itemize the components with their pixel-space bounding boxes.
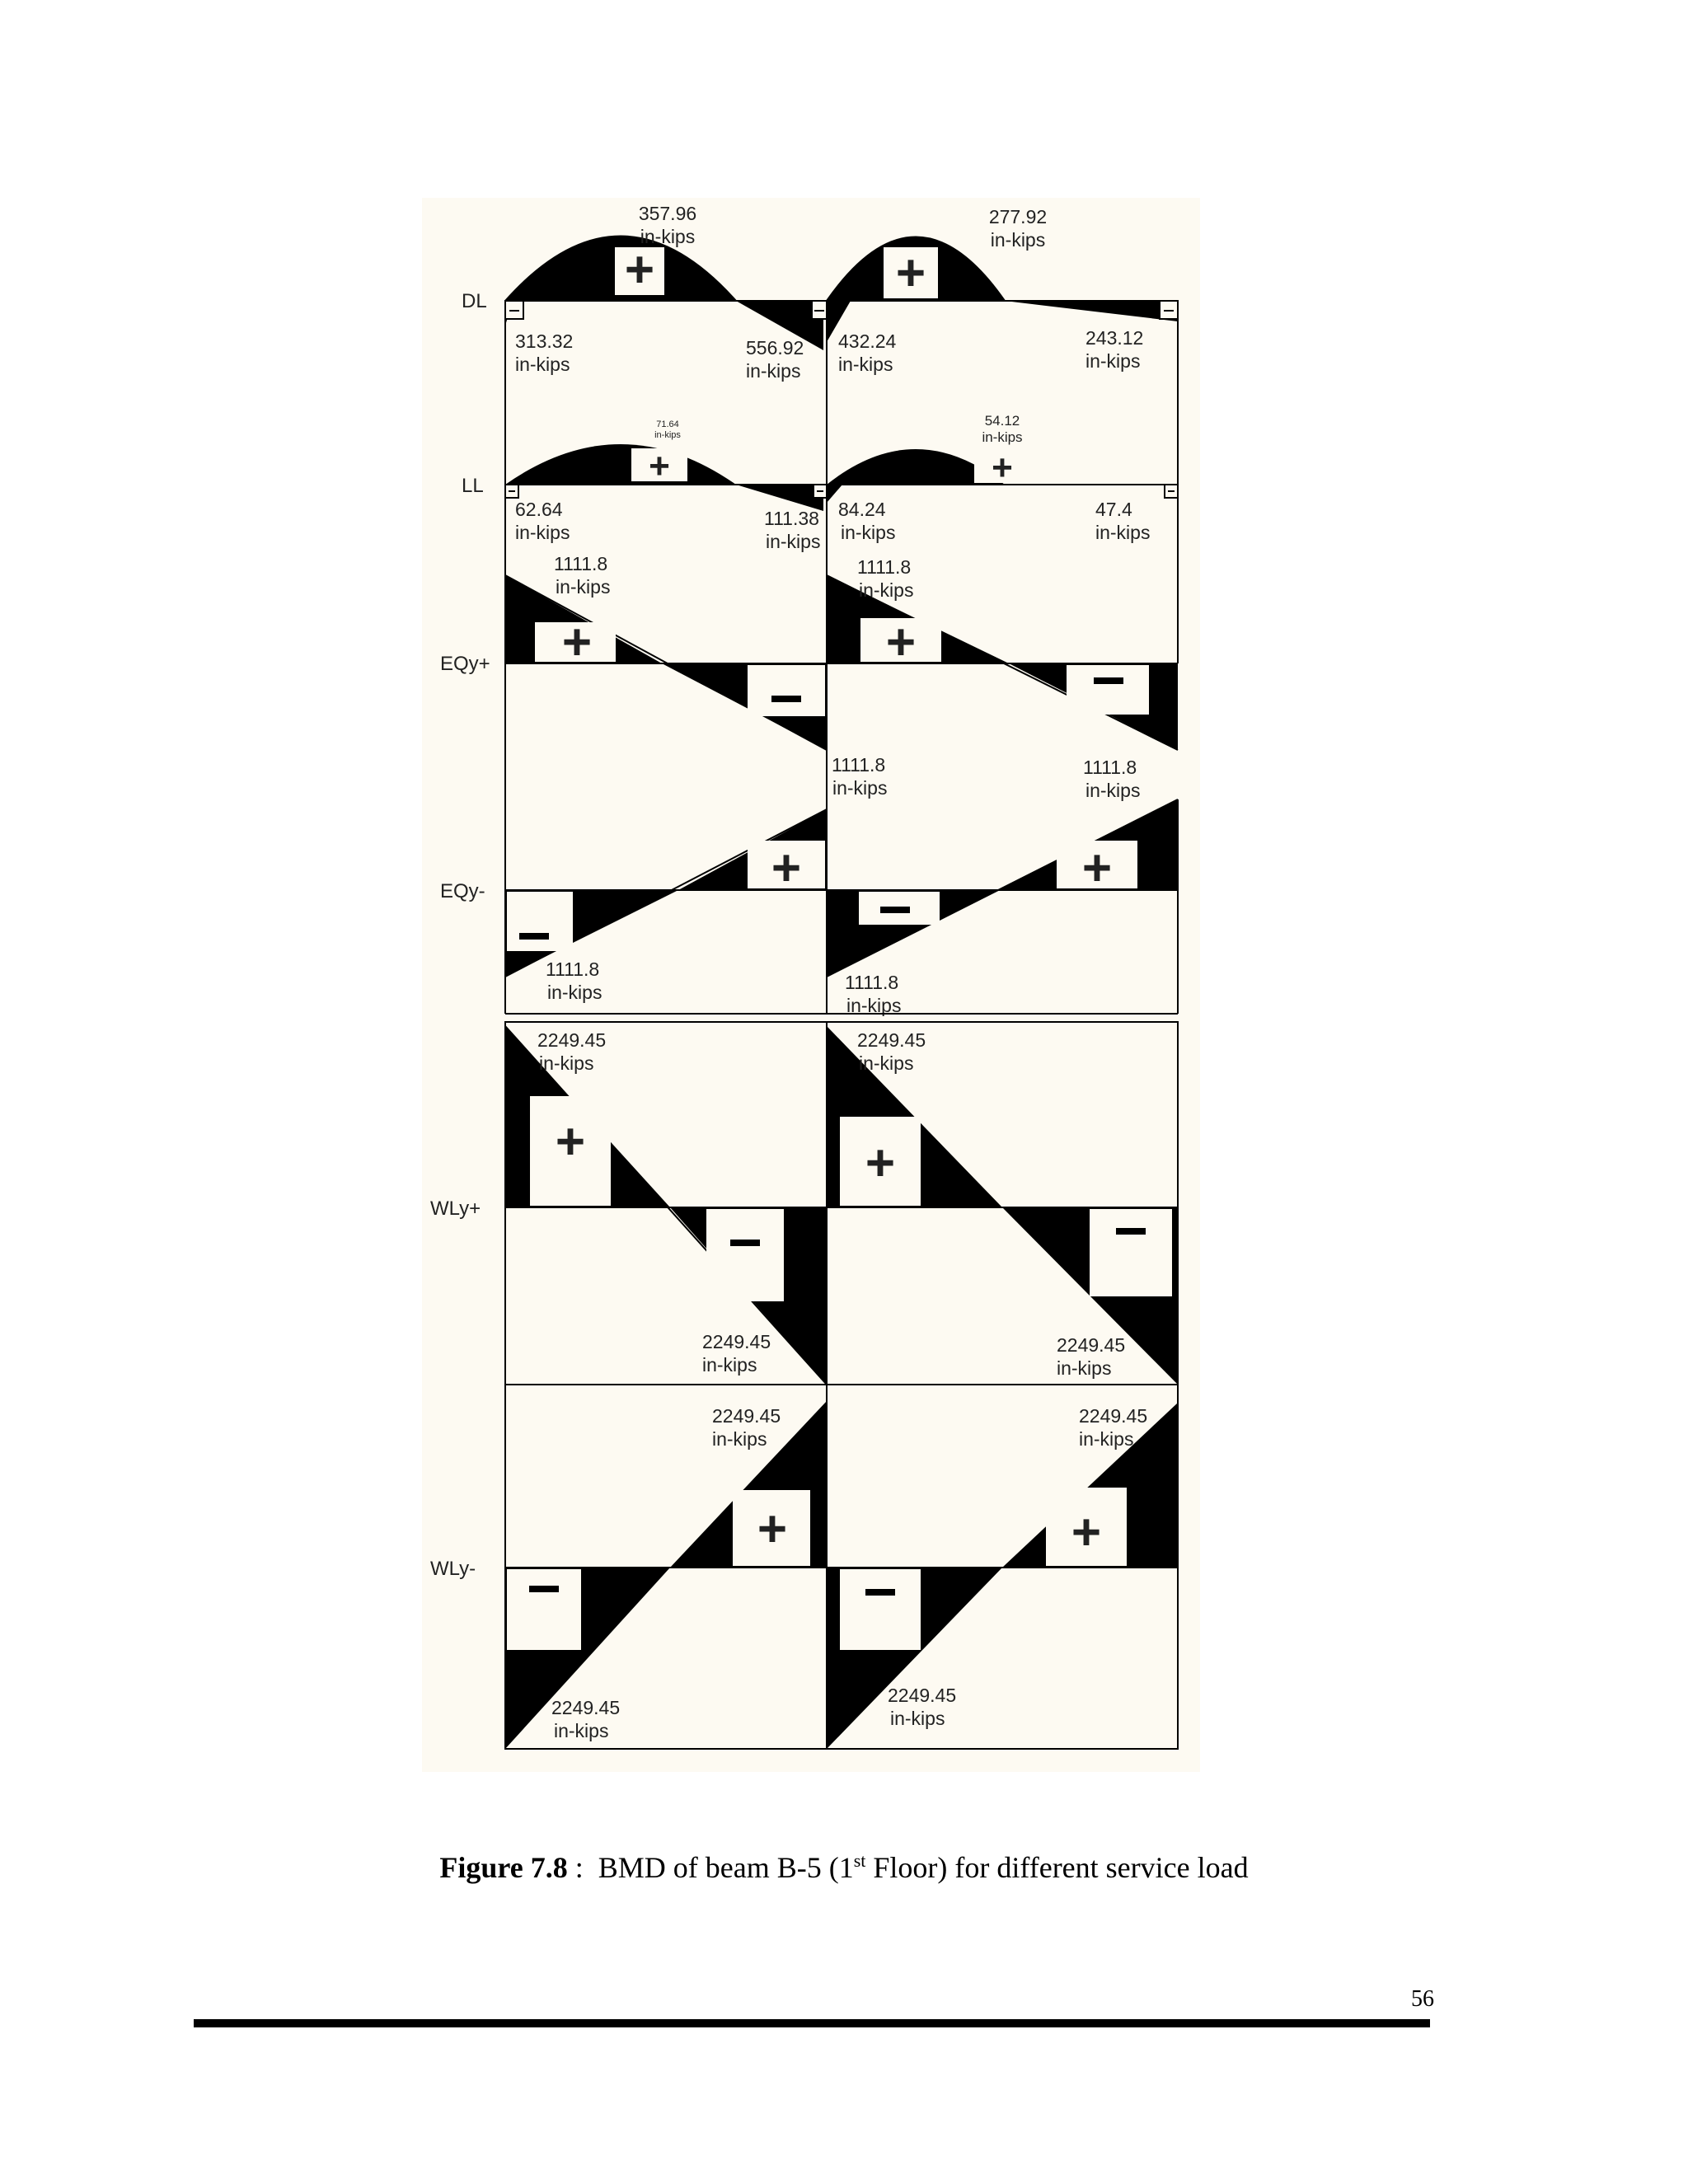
dl-span1-right-unit: in-kips <box>746 360 801 382</box>
caption-text-after: Floor) for different service load <box>865 1851 1249 1884</box>
bmd-figure <box>422 198 1200 1772</box>
dl-span1-left-unit: in-kips <box>515 354 570 375</box>
ll-span1-left-value: 62.64 <box>515 499 563 520</box>
dl-span2-right-value: 243.12 <box>1085 327 1144 349</box>
eqy-minus-span1-left-unit: in-kips <box>547 982 603 1003</box>
eqy-minus-span1-minus-sign <box>519 933 549 940</box>
wly-minus-span1-left-value: 2249.45 <box>551 1697 621 1718</box>
dl-span2-left-unit: in-kips <box>838 354 893 375</box>
wly-minus-span1-minus-box <box>507 1569 581 1650</box>
dl-span2-right-negative <box>1005 301 1178 321</box>
ll-span2-left-unit: in-kips <box>841 522 896 543</box>
ll-span2-plus-sign: + <box>992 448 1013 488</box>
bmd-eqy-plus <box>505 553 1178 750</box>
footer-rule <box>194 2019 1430 2027</box>
ll-span1-midspan-unit: in-kips <box>654 430 681 440</box>
dl-span2-plus-sign: + <box>895 245 926 302</box>
ll-span1-midspan-value: 71.64 <box>656 419 679 429</box>
ll-span2-midspan-value: 54.12 <box>984 413 1020 429</box>
wly-plus-span1-plus-sign: + <box>555 1113 586 1170</box>
wly-minus-span1-left-unit: in-kips <box>554 1720 609 1741</box>
wly-plus-span1-minus-sign <box>730 1240 760 1246</box>
ll-span1-right-unit: in-kips <box>766 531 821 552</box>
ll-span2-left-value: 84.24 <box>838 499 886 520</box>
dl-span2-midspan-value: 277.92 <box>988 206 1048 227</box>
wly-plus-span2-left-value: 2249.45 <box>857 1029 926 1051</box>
eqy-minus-span1-plus-sign: + <box>771 840 802 897</box>
row-label-dl: DL <box>462 290 487 312</box>
dl-span2-right-unit: in-kips <box>1085 350 1141 372</box>
eqy-minus-span2-right-unit: in-kips <box>1085 780 1141 801</box>
wly-plus-span2-minus-box <box>1090 1209 1172 1296</box>
row-label-wly-minus: WLy- <box>430 1558 476 1580</box>
ll-span1-plus-sign: + <box>649 446 670 486</box>
bmd-wly-minus <box>505 1401 1178 1749</box>
eqy-plus-span2-unit: in-kips <box>859 579 914 601</box>
wly-plus-span1-right-unit: in-kips <box>702 1354 757 1376</box>
row-label-ll: LL <box>462 475 484 497</box>
eqy-minus-span2-plus-sign: + <box>1081 840 1113 897</box>
bmd-wly-plus <box>505 1026 1178 1385</box>
row-label-wly-plus: WLy+ <box>430 1197 481 1220</box>
wly-plus-span2-right-unit: in-kips <box>1057 1357 1112 1379</box>
eqy-plus-span1-unit: in-kips <box>556 576 611 598</box>
wly-minus-span2-plus-sign: + <box>1071 1504 1102 1561</box>
dl-span1-midspan-unit: in-kips <box>640 226 696 247</box>
ll-span1-right-value: 111.38 <box>764 508 819 529</box>
wly-minus-span1-minus-sign <box>529 1586 559 1592</box>
eqy-minus-span2-right-value: 1111.8 <box>1083 757 1137 778</box>
row-label-eqy-minus: EQy- <box>440 880 485 902</box>
wly-minus-span2-minus-sign <box>865 1589 895 1596</box>
wly-minus-span2-right-unit: in-kips <box>1079 1428 1134 1450</box>
eqy-minus-span1-right-value: 1111.8 <box>832 754 886 776</box>
ll-span2-midspan-unit: in-kips <box>982 429 1023 445</box>
wly-minus-span2-left-value: 2249.45 <box>888 1685 957 1706</box>
ll-span2-right-unit: in-kips <box>1095 522 1151 543</box>
eqy-minus-span1-right-unit: in-kips <box>832 777 888 799</box>
dl-span2-midspan-unit: in-kips <box>990 229 1046 251</box>
wly-plus-span1-right-value: 2249.45 <box>702 1331 771 1352</box>
wly-plus-span2-plus-sign: + <box>865 1135 896 1192</box>
dl-span1-left-value: 313.32 <box>515 330 574 352</box>
bmd-ll <box>505 413 1178 552</box>
caption-label: Figure 7.8 <box>439 1851 568 1884</box>
dl-span1-right-value: 556.92 <box>746 337 804 359</box>
dl-span1-plus-sign: + <box>624 241 655 298</box>
wly-minus-span1-right-unit: in-kips <box>712 1428 767 1450</box>
ll-span1-left-unit: in-kips <box>515 522 570 543</box>
eqy-minus-span1-minus-box <box>507 892 573 951</box>
dl-span1-midspan-value: 357.96 <box>638 203 697 224</box>
eqy-minus-span2-left-value: 1111.8 <box>845 972 899 993</box>
page-number: 56 <box>1411 1986 1434 2012</box>
wly-plus-span1-left-unit: in-kips <box>539 1052 594 1074</box>
wly-minus-span1-right-value: 2249.45 <box>712 1405 781 1427</box>
eqy-plus-span1-value: 1111.8 <box>554 553 608 574</box>
wly-plus-span1-left-value: 2249.45 <box>537 1029 607 1051</box>
eqy-minus-span2-left-unit: in-kips <box>846 995 902 1016</box>
eqy-plus-span2-minus-sign <box>1094 677 1123 684</box>
eqy-minus-span1-left-value: 1111.8 <box>546 958 600 980</box>
eqy-minus-span2-minus-sign <box>880 907 910 913</box>
wly-plus-span2-right-value: 2249.45 <box>1057 1334 1126 1356</box>
caption-ordinal: st <box>853 1850 866 1871</box>
row-label-eqy-plus: EQy+ <box>440 653 490 675</box>
wly-plus-span1-minus-box <box>706 1209 784 1301</box>
caption-text-before: BMD of beam B-5 (1 <box>598 1851 854 1884</box>
eqy-plus-span2-minus-box <box>1067 665 1149 715</box>
eqy-plus-span1-plus-sign: + <box>561 614 593 671</box>
ll-span1-positive-region <box>505 444 736 485</box>
eqy-plus-span2-plus-sign: + <box>885 614 917 671</box>
eqy-plus-span1-minus-box <box>748 665 825 716</box>
eqy-plus-span2-value: 1111.8 <box>857 556 912 578</box>
wly-minus-span2-minus-box <box>840 1569 921 1650</box>
dl-span2-left-value: 432.24 <box>838 330 897 352</box>
bmd-eqy-minus <box>505 754 1178 1016</box>
bmd-diagram <box>422 198 1200 1772</box>
wly-minus-span1-plus-sign: + <box>757 1501 788 1558</box>
wly-minus-span2-right-value: 2249.45 <box>1079 1405 1148 1427</box>
figure-caption: Figure 7.8 : BMD of beam B-5 (1st Floor) for different service load <box>439 1850 1249 1884</box>
eqy-plus-span1-minus-sign <box>771 696 801 702</box>
wly-minus-span2-left-unit: in-kips <box>890 1708 945 1729</box>
ll-span2-right-value: 47.4 <box>1095 499 1132 520</box>
bmd-dl <box>505 203 1178 382</box>
wly-plus-span2-minus-sign <box>1116 1228 1146 1235</box>
wly-plus-span2-left-unit: in-kips <box>859 1052 914 1074</box>
